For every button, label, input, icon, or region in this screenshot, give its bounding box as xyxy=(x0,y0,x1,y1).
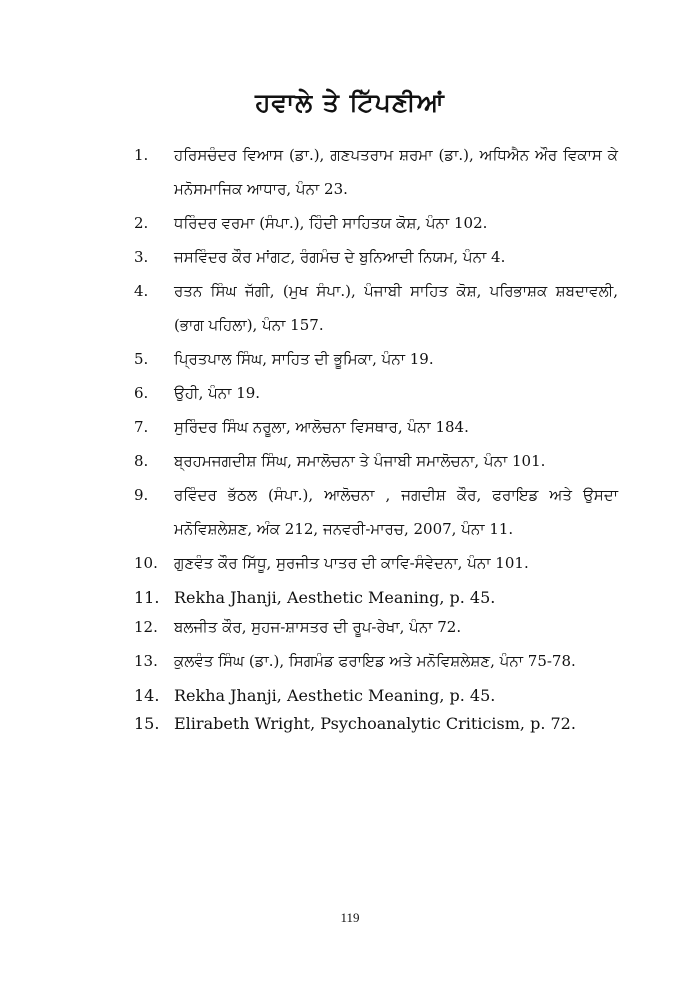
note-number: 7. xyxy=(134,418,149,436)
note-text: ਜਸਵਿੰਦਰ ਕੌਰ ਮਾਂਗਟ, ਰੰਗਮੰਚ ਦੇ ਬੁਨਿਆਦੀ ਨਿਯਮ, ਪੰਨਾ 4. xyxy=(174,248,506,266)
note-text: Rekha Jhanji, Aesthetic Meaning, p. 45. xyxy=(174,686,496,705)
note-item xyxy=(134,586,618,610)
note-item xyxy=(134,644,618,678)
note-item xyxy=(134,684,618,708)
note-text: ਉਹੀ, ਪੰਨਾ 19. xyxy=(174,384,261,402)
note-number: 11. xyxy=(134,588,160,607)
note-number: 1. xyxy=(134,146,149,164)
note-item xyxy=(134,712,618,736)
note-text: ਬ੍ਰਹਮਜਗਦੀਸ਼ ਸਿੰਘ, ਸਮਾਲੋਚਨਾ ਤੇ ਪੰਜਾਬੀ ਸਮਾਲੋਚਨਾ, ਪੰਨਾ 101. xyxy=(174,452,546,470)
note-number: 8. xyxy=(134,452,149,470)
note-item xyxy=(134,410,618,444)
page-number: 119 xyxy=(340,910,360,925)
note-number: 13. xyxy=(134,652,158,670)
note-item xyxy=(134,240,618,274)
note-item xyxy=(134,444,618,478)
note-text: ਧਰਿੰਦਰ ਵਰਮਾ (ਸੰਪਾ.), ਹਿੰਦੀ ਸਾਹਿਤਯ ਕੋਸ਼, ਪੰਨਾ 102. xyxy=(174,214,488,232)
note-text: ਕੁਲਵੰਤ ਸਿੰਘ (ਡਾ.), ਸਿਗਮੰਡ ਫਰਾਇਡ ਅਤੇ ਮਨੋਵਿਸ਼ਲੇਸ਼ਣ, ਪੰਨਾ 75-78. xyxy=(174,652,576,670)
note-item xyxy=(134,206,618,240)
note-item xyxy=(134,138,618,206)
note-number: 10. xyxy=(134,554,158,572)
note-number: 5. xyxy=(134,350,149,368)
note-item xyxy=(134,610,618,644)
note-text: ਗੁਣਵੰਤ ਕੌਰ ਸਿੱਧੂ, ਸੁਰਜੀਤ ਪਾਤਰ ਦੀ ਕਾਵਿ-ਸੰਵੇਦਨਾ, ਪੰਨਾ 101. xyxy=(174,554,529,572)
note-text: ਰਵਿੰਦਰ ਭੱਠਲ (ਸੰਪਾ.), ਆਲੋਚਨਾ , ਜਗਦੀਸ਼ ਕੌਰ, ਫਰਾਇਡ ਅਤੇ ਉਸਦਾ ਮਨੋਵਿਸ਼ਲੇਸ਼ਣ, ਅੰਕ 212, ਜਨਵਰੀ-ਮਾਰਚ, 2007, ਪੰਨਾ 11. xyxy=(174,486,618,538)
note-text: ਹਰਿਸਚੰਦਰ ਵਿਆਸ (ਡਾ.), ਗਣਪਤਰਾਮ ਸ਼ਰਮਾ (ਡਾ.), ਅਧਿਐਨ ਔਰ ਵਿਕਾਸ ਕੇ ਮਨੋਸਮਾਜਿਕ ਆਧਾਰ, ਪੰਨਾ 23. xyxy=(174,146,618,198)
note-item xyxy=(134,376,618,410)
note-number: 15. xyxy=(134,714,160,733)
note-number: 12. xyxy=(134,618,158,636)
note-number: 6. xyxy=(134,384,149,402)
note-number: 4. xyxy=(134,282,149,300)
note-item xyxy=(134,274,618,342)
note-number: 9. xyxy=(134,486,149,504)
note-number: 2. xyxy=(134,214,149,232)
note-item xyxy=(134,546,618,580)
note-text: ਪ੍ਰਿਤਪਾਲ ਸਿੰਘ, ਸਾਹਿਤ ਦੀ ਭੂਮਿਕਾ, ਪੰਨਾ 19. xyxy=(174,350,434,368)
note-text: Rekha Jhanji, Aesthetic Meaning, p. 45. xyxy=(174,588,496,607)
note-text: ਰਤਨ ਸਿੰਘ ਜੱਗੀ, (ਮੁਖ ਸੰਪਾ.), ਪੰਜਾਬੀ ਸਾਹਿਤ ਕੋਸ਼, ਪਰਿਭਾਸ਼ਕ ਸ਼ਬਦਾਵਲੀ, (ਭਾਗ ਪਹਿਲਾ), ਪੰਨਾ 157. xyxy=(174,282,618,334)
note-number: 3. xyxy=(134,248,149,266)
note-text: Elirabeth Wright, Psychoanalytic Criticism, p. 72. xyxy=(174,714,576,733)
note-item xyxy=(134,478,618,546)
note-text: ਬਲਜੀਤ ਕੌਰ, ਸੁਹਜ-ਸ਼ਾਸਤਰ ਦੀ ਰੂਪ-ਰੇਖਾ, ਪੰਨਾ 72. xyxy=(174,618,462,636)
page-title: ਹਵਾਲੇ ਤੇ ਟਿੱਪਣੀਆਂ xyxy=(255,88,445,117)
note-item xyxy=(134,342,618,376)
notes-list xyxy=(134,138,618,736)
note-number: 14. xyxy=(134,686,160,705)
note-text: ਸੁਰਿੰਦਰ ਸਿੰਘ ਨਰੂਲਾ, ਆਲੋਚਨਾ ਵਿਸਥਾਰ, ਪੰਨਾ 184. xyxy=(174,418,469,436)
